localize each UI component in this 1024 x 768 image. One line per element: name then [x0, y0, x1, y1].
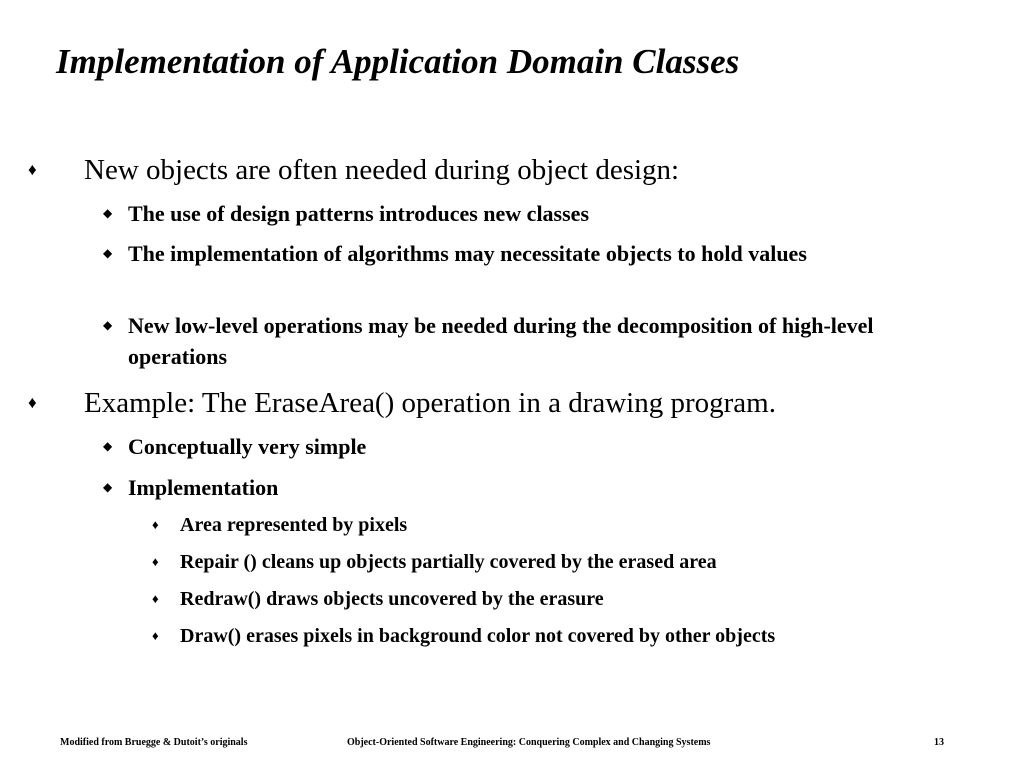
diamond-bullet-icon: ◆	[103, 480, 113, 494]
diamond-bullet-icon: ♦	[152, 554, 159, 569]
diamond-bullet-icon: ◆	[103, 318, 113, 332]
bullet-item	[150, 512, 970, 538]
bullet-item	[103, 472, 943, 503]
diamond-bullet-icon: ♦	[152, 517, 159, 532]
bullet-text: Implementation	[128, 475, 279, 500]
bullet-text: New low-level operations may be needed during the decomposition of high-level operations	[128, 313, 874, 369]
slide-title: Implementation of Application Domain Classes	[56, 42, 740, 81]
bullet-item	[103, 431, 943, 462]
bullet-item	[26, 153, 679, 187]
bullet-text: Area represented by pixels	[180, 514, 408, 536]
diamond-bullet-icon: ◆	[103, 206, 113, 220]
bullet-item	[150, 549, 970, 575]
page-number: 13	[934, 737, 944, 748]
diamond-bullet-icon: ◆	[103, 439, 113, 453]
diamond-bullet-icon: ◆	[103, 246, 113, 260]
bullet-text: Draw() erases pixels in background color not covered by other objects	[180, 625, 776, 647]
footer-course-title: Object-Oriented Software Engineering: Conquering Complex and Changing Systems	[347, 737, 711, 748]
bullet-item	[150, 586, 970, 612]
bullet-text: Conceptually very simple	[128, 434, 367, 459]
bullet-text: Repair () cleans up objects partially covered by the erased area	[180, 551, 717, 573]
diamond-bullet-icon: ♦	[28, 393, 37, 412]
bullet-text: New objects are often needed during object design:	[84, 154, 680, 186]
bullet-item	[150, 623, 970, 649]
diamond-bullet-icon: ♦	[152, 591, 159, 606]
footer-credit: Modified from Bruegge & Dutoit’s originals	[60, 737, 248, 748]
bullet-item	[103, 238, 943, 269]
bullet-text: The use of design patterns introduces new classes	[128, 201, 590, 226]
bullet-text: The implementation of algorithms may necessitate objects to hold values	[128, 241, 807, 266]
bullet-item	[26, 386, 776, 420]
diamond-bullet-icon: ♦	[152, 628, 159, 643]
bullet-text: Redraw() draws objects uncovered by the erasure	[180, 588, 604, 610]
diamond-bullet-icon: ♦	[28, 160, 37, 179]
bullet-text: Example: The EraseArea() operation in a drawing program.	[84, 387, 776, 419]
bullet-item	[103, 310, 943, 372]
bullet-item	[103, 198, 943, 229]
